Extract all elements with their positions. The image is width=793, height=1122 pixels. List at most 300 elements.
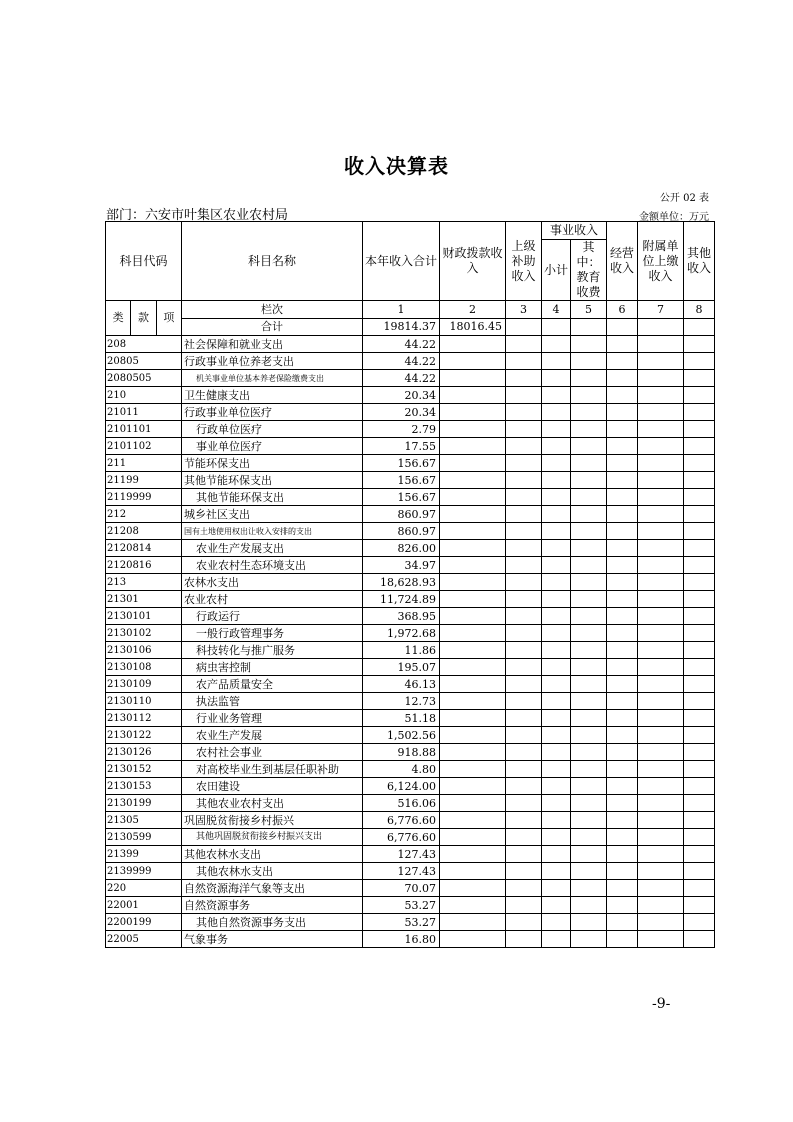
row-empty-cell [542,591,571,608]
row-empty-cell [571,846,607,863]
row-empty-cell [440,931,506,948]
row-name: 行政单位医疗 [182,421,363,438]
row-empty-cell [607,523,638,540]
column-number-1: 1 [363,301,440,319]
header-current-year-income: 本年收入合计 [363,222,440,301]
row-empty-cell [607,625,638,642]
row-code: 21301 [106,591,182,608]
row-empty-cell [542,625,571,642]
row-empty-cell [607,812,638,829]
table-row [106,608,715,625]
row-empty-cell [542,404,571,421]
row-empty-cell [638,574,684,591]
row-empty-cell [571,421,607,438]
row-empty-cell [506,676,542,693]
row-empty-cell [638,557,684,574]
header-business-income: 事业收入 [542,222,607,240]
row-empty-cell [684,353,715,370]
row-empty-cell [684,676,715,693]
row-empty-cell [506,353,542,370]
row-empty-cell [607,336,638,353]
row-amount: 16.80 [363,931,440,948]
row-empty-cell [506,574,542,591]
row-empty-cell [571,642,607,659]
table-row [106,438,715,455]
row-code: 2130109 [106,676,182,693]
table-row [106,914,715,931]
row-empty-cell [571,608,607,625]
row-empty-cell [571,880,607,897]
row-empty-cell [571,829,607,846]
table-row [106,676,715,693]
row-empty-cell [684,744,715,761]
header-subject-code: 科目代码 [106,222,182,301]
row-empty-cell [571,353,607,370]
row-empty-cell [684,880,715,897]
table-row [106,540,715,557]
row-empty-cell [638,846,684,863]
table-row [106,897,715,914]
row-empty-cell [440,744,506,761]
row-empty-cell [542,438,571,455]
column-number-7: 7 [638,301,684,319]
row-empty-cell [440,829,506,846]
row-empty-cell [638,897,684,914]
row-empty-cell [638,523,684,540]
row-empty-cell [638,812,684,829]
row-empty-cell [638,353,684,370]
row-empty-cell [542,846,571,863]
row-empty-cell [607,574,638,591]
row-empty-cell [638,880,684,897]
row-empty-cell [684,761,715,778]
row-empty-cell [638,472,684,489]
header-item: 项 [163,311,175,324]
row-empty-cell [571,693,607,710]
row-empty-cell [506,659,542,676]
row-empty-cell [571,506,607,523]
row-empty-cell [542,727,571,744]
row-name: 国有土地使用权出让收入安排的支出 [182,523,363,540]
row-amount: 860.97 [363,506,440,523]
row-amount: 44.22 [363,336,440,353]
row-empty-cell [542,914,571,931]
row-empty-cell [638,540,684,557]
row-code: 21208 [106,523,182,540]
row-empty-cell [440,659,506,676]
row-empty-cell [440,897,506,914]
row-code: 212 [106,506,182,523]
row-empty-cell [638,863,684,880]
row-empty-cell [571,931,607,948]
row-empty-cell [607,846,638,863]
row-amount: 6,776.60 [363,829,440,846]
row-name: 科技转化与推广服务 [182,642,363,659]
row-empty-cell [571,336,607,353]
row-empty-cell [571,574,607,591]
column-number-6: 6 [607,301,638,319]
table-row [106,829,715,846]
row-empty-cell [571,404,607,421]
row-code: 2130199 [106,795,182,812]
row-empty-cell [684,421,715,438]
row-empty-cell [506,727,542,744]
form-code: 公开 02 表 [659,193,709,204]
row-empty-cell [684,608,715,625]
row-empty-cell [542,421,571,438]
row-empty-cell [571,472,607,489]
row-empty-cell [506,795,542,812]
table-row [106,931,715,948]
row-empty-cell [638,506,684,523]
row-empty-cell [571,863,607,880]
table-row [106,523,715,540]
column-number-5: 5 [571,301,607,319]
row-empty-cell [542,829,571,846]
row-empty-cell [684,625,715,642]
row-empty-cell [607,642,638,659]
table-row [106,370,715,387]
row-amount: 860.97 [363,523,440,540]
row-code: 2130152 [106,761,182,778]
table-row [106,404,715,421]
row-empty-cell [571,795,607,812]
row-empty-cell [506,744,542,761]
row-empty-cell [684,812,715,829]
row-code: 2130112 [106,710,182,727]
row-name: 卫生健康支出 [182,387,363,404]
table-row [106,761,715,778]
row-code: 2101102 [106,438,182,455]
row-empty-cell [638,404,684,421]
row-amount: 4.80 [363,761,440,778]
row-empty-cell [638,608,684,625]
row-amount: 11.86 [363,642,440,659]
row-empty-cell [684,523,715,540]
table-row [106,880,715,897]
row-code: 2130110 [106,693,182,710]
header-fiscal-appropriation: 财政拨款收入 [440,222,506,301]
row-amount: 34.97 [363,557,440,574]
row-amount: 53.27 [363,914,440,931]
income-table [105,221,715,948]
row-name: 行政运行 [182,608,363,625]
page-title: 收入决算表 [344,154,449,178]
row-empty-cell [440,676,506,693]
table-row [106,846,715,863]
row-name: 事业单位医疗 [182,438,363,455]
table-row [106,489,715,506]
row-amount: 127.43 [363,846,440,863]
row-empty-cell [638,727,684,744]
row-empty-cell [684,370,715,387]
row-empty-cell [684,642,715,659]
row-empty-cell [506,370,542,387]
row-empty-cell [542,863,571,880]
row-empty-cell [440,693,506,710]
row-empty-cell [607,795,638,812]
row-empty-cell [684,829,715,846]
row-empty-cell [440,778,506,795]
row-empty-cell [506,846,542,863]
row-name: 农林水支出 [182,574,363,591]
row-empty-cell [542,931,571,948]
total-row [106,318,715,336]
row-name: 其他节能环保支出 [182,489,363,506]
row-empty-cell [440,404,506,421]
row-name: 气象事务 [182,931,363,948]
row-empty-cell [506,829,542,846]
row-empty-cell [638,421,684,438]
table-row [106,506,715,523]
row-amount: 156.67 [363,472,440,489]
table-row [106,574,715,591]
row-empty-cell [607,710,638,727]
row-empty-cell [607,506,638,523]
row-name: 农业生产发展支出 [182,540,363,557]
row-empty-cell [506,438,542,455]
row-code: 2200199 [106,914,182,931]
row-code: 22001 [106,897,182,914]
row-empty-cell [638,761,684,778]
row-code: 2130102 [106,625,182,642]
row-empty-cell [684,693,715,710]
row-empty-cell [638,829,684,846]
row-empty-cell [440,846,506,863]
row-empty-cell [684,778,715,795]
row-empty-cell [638,744,684,761]
row-empty-cell [440,812,506,829]
row-empty-cell [684,846,715,863]
row-empty-cell [638,625,684,642]
header-other-income: 其他收入 [684,222,715,301]
header-subtotal: 小计 [542,240,571,301]
table-row [106,455,715,472]
row-empty-cell [542,472,571,489]
row-empty-cell [684,489,715,506]
row-amount: 44.22 [363,353,440,370]
row-amount: 195.07 [363,659,440,676]
row-empty-cell [440,489,506,506]
row-name: 农业农村生态环境支出 [182,557,363,574]
row-amount: 826.00 [363,540,440,557]
row-empty-cell [684,574,715,591]
row-empty-cell [440,727,506,744]
row-amount: 51.18 [363,710,440,727]
row-empty-cell [638,591,684,608]
row-empty-cell [607,897,638,914]
row-name: 其他节能环保支出 [182,472,363,489]
row-amount: 53.27 [363,897,440,914]
row-empty-cell [684,659,715,676]
row-code: 210 [106,387,182,404]
row-empty-cell [440,761,506,778]
row-empty-cell [506,693,542,710]
row-name: 一般行政管理事务 [182,625,363,642]
row-empty-cell [571,557,607,574]
row-empty-cell [506,931,542,948]
row-empty-cell [684,795,715,812]
row-empty-cell [506,523,542,540]
row-code: 21011 [106,404,182,421]
row-amount: 127.43 [363,863,440,880]
row-code: 2120816 [106,557,182,574]
row-empty-cell [607,744,638,761]
row-name: 农业生产发展 [182,727,363,744]
row-empty-cell [571,778,607,795]
row-amount: 12.73 [363,693,440,710]
table-header [106,222,715,301]
row-name: 节能环保支出 [182,455,363,472]
row-empty-cell [571,659,607,676]
row-amount: 156.67 [363,489,440,506]
row-name: 自然资源海洋气象等支出 [182,880,363,897]
row-empty-cell [571,370,607,387]
row-empty-cell [440,710,506,727]
row-empty-cell [440,625,506,642]
row-empty-cell [684,931,715,948]
total-fiscal-appropriation: 18016.45 [440,318,506,336]
row-empty-cell [607,693,638,710]
row-amount: 1,972.68 [363,625,440,642]
row-empty-cell [506,336,542,353]
header-subject-name: 科目名称 [182,222,363,301]
row-code: 2130122 [106,727,182,744]
row-amount: 1,502.56 [363,727,440,744]
table-row [106,659,715,676]
row-empty-cell [506,608,542,625]
row-empty-cell [607,608,638,625]
header-operating-income: 经营收入 [607,222,638,301]
row-empty-cell [638,438,684,455]
row-name: 执法监管 [182,693,363,710]
row-empty-cell [440,880,506,897]
row-code: 2130126 [106,744,182,761]
row-code: 213 [106,574,182,591]
row-empty-cell [440,642,506,659]
row-empty-cell [440,863,506,880]
row-empty-cell [506,880,542,897]
row-empty-cell [506,642,542,659]
row-empty-cell [440,574,506,591]
row-name: 农村社会事业 [182,744,363,761]
row-empty-cell [684,897,715,914]
row-empty-cell [542,336,571,353]
row-name: 病虫害控制 [182,659,363,676]
row-amount: 20.34 [363,387,440,404]
row-code: 2130108 [106,659,182,676]
row-empty-cell [542,489,571,506]
row-empty-cell [607,931,638,948]
row-empty-cell [571,710,607,727]
row-code: 21199 [106,472,182,489]
row-code: 2119999 [106,489,182,506]
row-empty-cell [607,472,638,489]
row-empty-cell [684,336,715,353]
row-name: 其他农林水支出 [182,846,363,863]
table-row [106,812,715,829]
row-empty-cell [506,540,542,557]
row-empty-cell [506,863,542,880]
row-empty-cell [542,557,571,574]
row-empty-cell [607,455,638,472]
row-empty-cell [638,676,684,693]
row-amount: 18,628.93 [363,574,440,591]
row-empty-cell [607,370,638,387]
row-amount: 368.95 [363,608,440,625]
row-amount: 516.06 [363,795,440,812]
row-empty-cell [684,438,715,455]
row-empty-cell [607,404,638,421]
row-empty-cell [638,914,684,931]
row-empty-cell [542,523,571,540]
table-row [106,795,715,812]
row-empty-cell [571,523,607,540]
row-empty-cell [684,540,715,557]
row-name: 其他自然资源事务支出 [182,914,363,931]
row-empty-cell [440,523,506,540]
row-name: 城乡社区支出 [182,506,363,523]
row-empty-cell [506,387,542,404]
row-empty-cell [571,591,607,608]
row-amount: 918.88 [363,744,440,761]
row-empty-cell [506,914,542,931]
row-empty-cell [571,744,607,761]
row-empty-cell [607,387,638,404]
table-row [106,625,715,642]
row-empty-cell [684,914,715,931]
row-name: 农产品质量安全 [182,676,363,693]
row-empty-cell [542,540,571,557]
row-empty-cell [506,472,542,489]
row-empty-cell [638,370,684,387]
table-row [106,421,715,438]
row-code: 211 [106,455,182,472]
row-empty-cell [684,387,715,404]
row-name: 行业业务管理 [182,710,363,727]
row-empty-cell [506,710,542,727]
table-row [106,353,715,370]
row-empty-cell [542,710,571,727]
row-empty-cell [638,659,684,676]
row-code: 20805 [106,353,182,370]
unit-label: 金额单位：万元 [639,212,709,223]
row-name: 机关事业单位基本养老保险缴费支出 [182,370,363,387]
row-empty-cell [506,778,542,795]
row-empty-cell [542,761,571,778]
row-empty-cell [607,438,638,455]
row-empty-cell [506,404,542,421]
row-empty-cell [506,489,542,506]
row-empty-cell [571,914,607,931]
row-empty-cell [607,727,638,744]
row-empty-cell [440,795,506,812]
row-amount: 44.22 [363,370,440,387]
row-empty-cell [542,387,571,404]
row-amount: 2.79 [363,421,440,438]
row-empty-cell [571,727,607,744]
row-code: 2139999 [106,863,182,880]
column-number-8: 8 [684,301,715,319]
department-label: 部门：六安市叶集区农业农村局 [106,208,289,223]
row-empty-cell [638,710,684,727]
row-empty-cell [542,795,571,812]
row-empty-cell [571,676,607,693]
row-amount: 156.67 [363,455,440,472]
row-empty-cell [542,608,571,625]
column-number-3: 3 [506,301,542,319]
row-empty-cell [607,829,638,846]
